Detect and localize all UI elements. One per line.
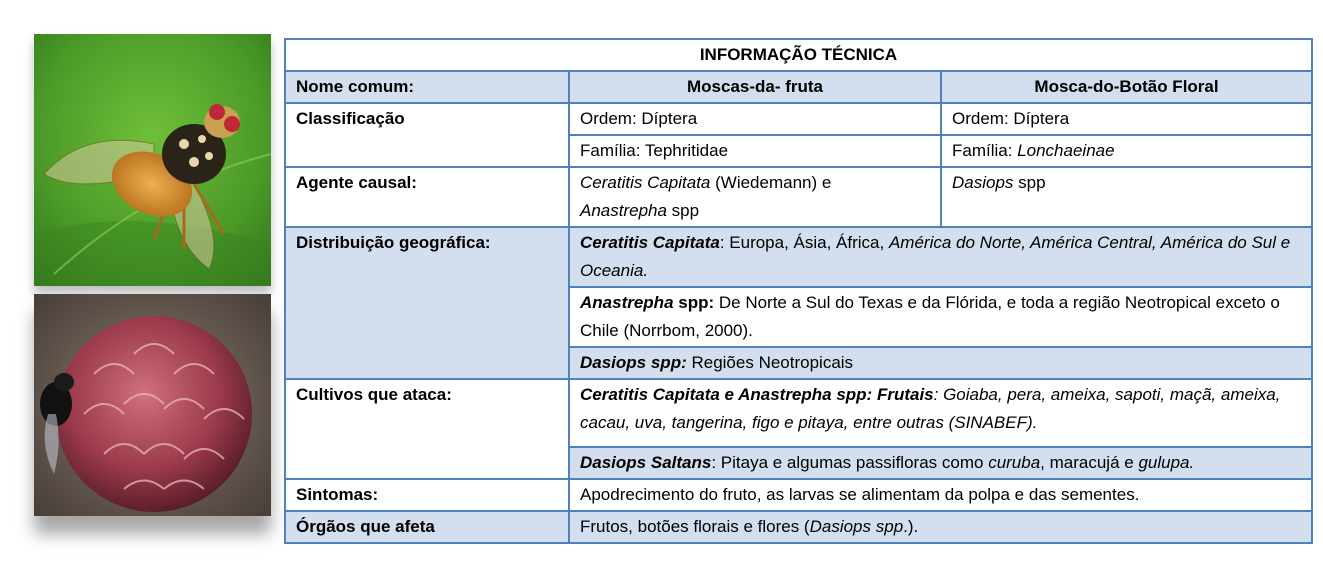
species-name: Ceratitis Capitata e Anastrepha spp: Frutais — [580, 385, 934, 404]
header-common-name: Nome comum: — [285, 71, 569, 103]
causal-agent-cell — [569, 167, 941, 227]
row-label-causal-agent: Agente causal: — [285, 167, 569, 227]
table-row — [285, 511, 1312, 543]
species-name: Dasiops — [952, 173, 1014, 192]
crops-cell — [569, 447, 1312, 479]
species-name: Ceratitis Capitata — [580, 233, 720, 252]
technical-info-table — [284, 38, 1313, 544]
cell-text: América do Norte, América Central, América do Sul e Oceania. — [580, 233, 1291, 280]
row-label-crops: Cultivos que ataca: — [285, 379, 569, 479]
cell-text: : Europa, Ásia, África, — [719, 233, 889, 252]
family-name: Lonchaeinae — [1017, 141, 1115, 160]
title-row — [285, 39, 1312, 71]
species-name: Anastrepha — [580, 293, 674, 312]
table-row — [285, 379, 1312, 447]
row-label-organs: Órgãos que afeta — [285, 511, 569, 543]
cell-text: gulupa. — [1138, 453, 1195, 472]
table-row — [285, 227, 1312, 287]
table-title: INFORMAÇÃO TÉCNICA — [285, 39, 1312, 71]
header-flower-bud-fly: Mosca-do-Botão Floral — [941, 71, 1312, 103]
family-cell — [941, 135, 1312, 167]
causal-agent-cell — [941, 167, 1312, 227]
family-prefix: Família: — [952, 141, 1018, 160]
header-fruit-flies: Moscas-da- fruta — [569, 71, 941, 103]
cell-text: spp: — [673, 293, 715, 312]
pitaya-bud-photo — [34, 294, 271, 516]
organs-cell — [569, 511, 1312, 543]
crops-cell — [569, 379, 1312, 447]
cell-text: spp — [1013, 173, 1046, 192]
row-label-distribution: Distribuição geográfica: — [285, 227, 569, 379]
cell-text: , maracujá e — [1040, 453, 1139, 472]
family-cell: Família: Tephritidae — [569, 135, 941, 167]
table-row — [285, 479, 1312, 511]
table-row — [285, 167, 1312, 227]
fruit-fly-photo — [34, 34, 271, 286]
cell-text: Frutos, botões florais e flores ( — [580, 517, 810, 536]
distribution-cell — [569, 227, 1312, 287]
species-name: Dasiops spp — [809, 517, 904, 536]
table-row — [285, 103, 1312, 135]
row-label-symptoms: Sintomas: — [285, 479, 569, 511]
cell-text: De Norte a Sul do Texas e da Flórida, e toda a região Neotropical exceto o Chile (Norrbom, 2000). — [580, 293, 1280, 340]
order-cell: Ordem: Díptera — [941, 103, 1312, 135]
cell-text: curuba — [988, 453, 1041, 472]
header-row — [285, 71, 1312, 103]
species-name: Dasiops spp: — [580, 353, 687, 372]
row-label-classification: Classificação — [285, 103, 569, 167]
species-name: Ceratitis Capitata — [580, 173, 711, 192]
order-cell: Ordem: Díptera — [569, 103, 941, 135]
cell-text: .). — [903, 517, 919, 536]
distribution-cell — [569, 347, 1312, 379]
distribution-cell — [569, 287, 1312, 347]
cell-text: (Wiedemann) e — [710, 173, 832, 192]
cell-text: spp — [666, 201, 700, 220]
species-name: Anastrepha — [580, 201, 667, 220]
species-name: Dasiops Saltans — [580, 453, 712, 472]
symptoms-cell: Apodrecimento do fruto, as larvas se alimentam da polpa e das sementes. — [569, 479, 1312, 511]
cell-text: : Goiaba, pera, ameixa, sapoti, maçã, ameixa, cacau, uva, tangerina, figo e pitaya, entre outras (SINABEF). — [580, 385, 1281, 432]
cell-text: : Pitaya e algumas passifloras como — [711, 453, 989, 472]
cell-text: Regiões Neotropicais — [686, 353, 854, 372]
